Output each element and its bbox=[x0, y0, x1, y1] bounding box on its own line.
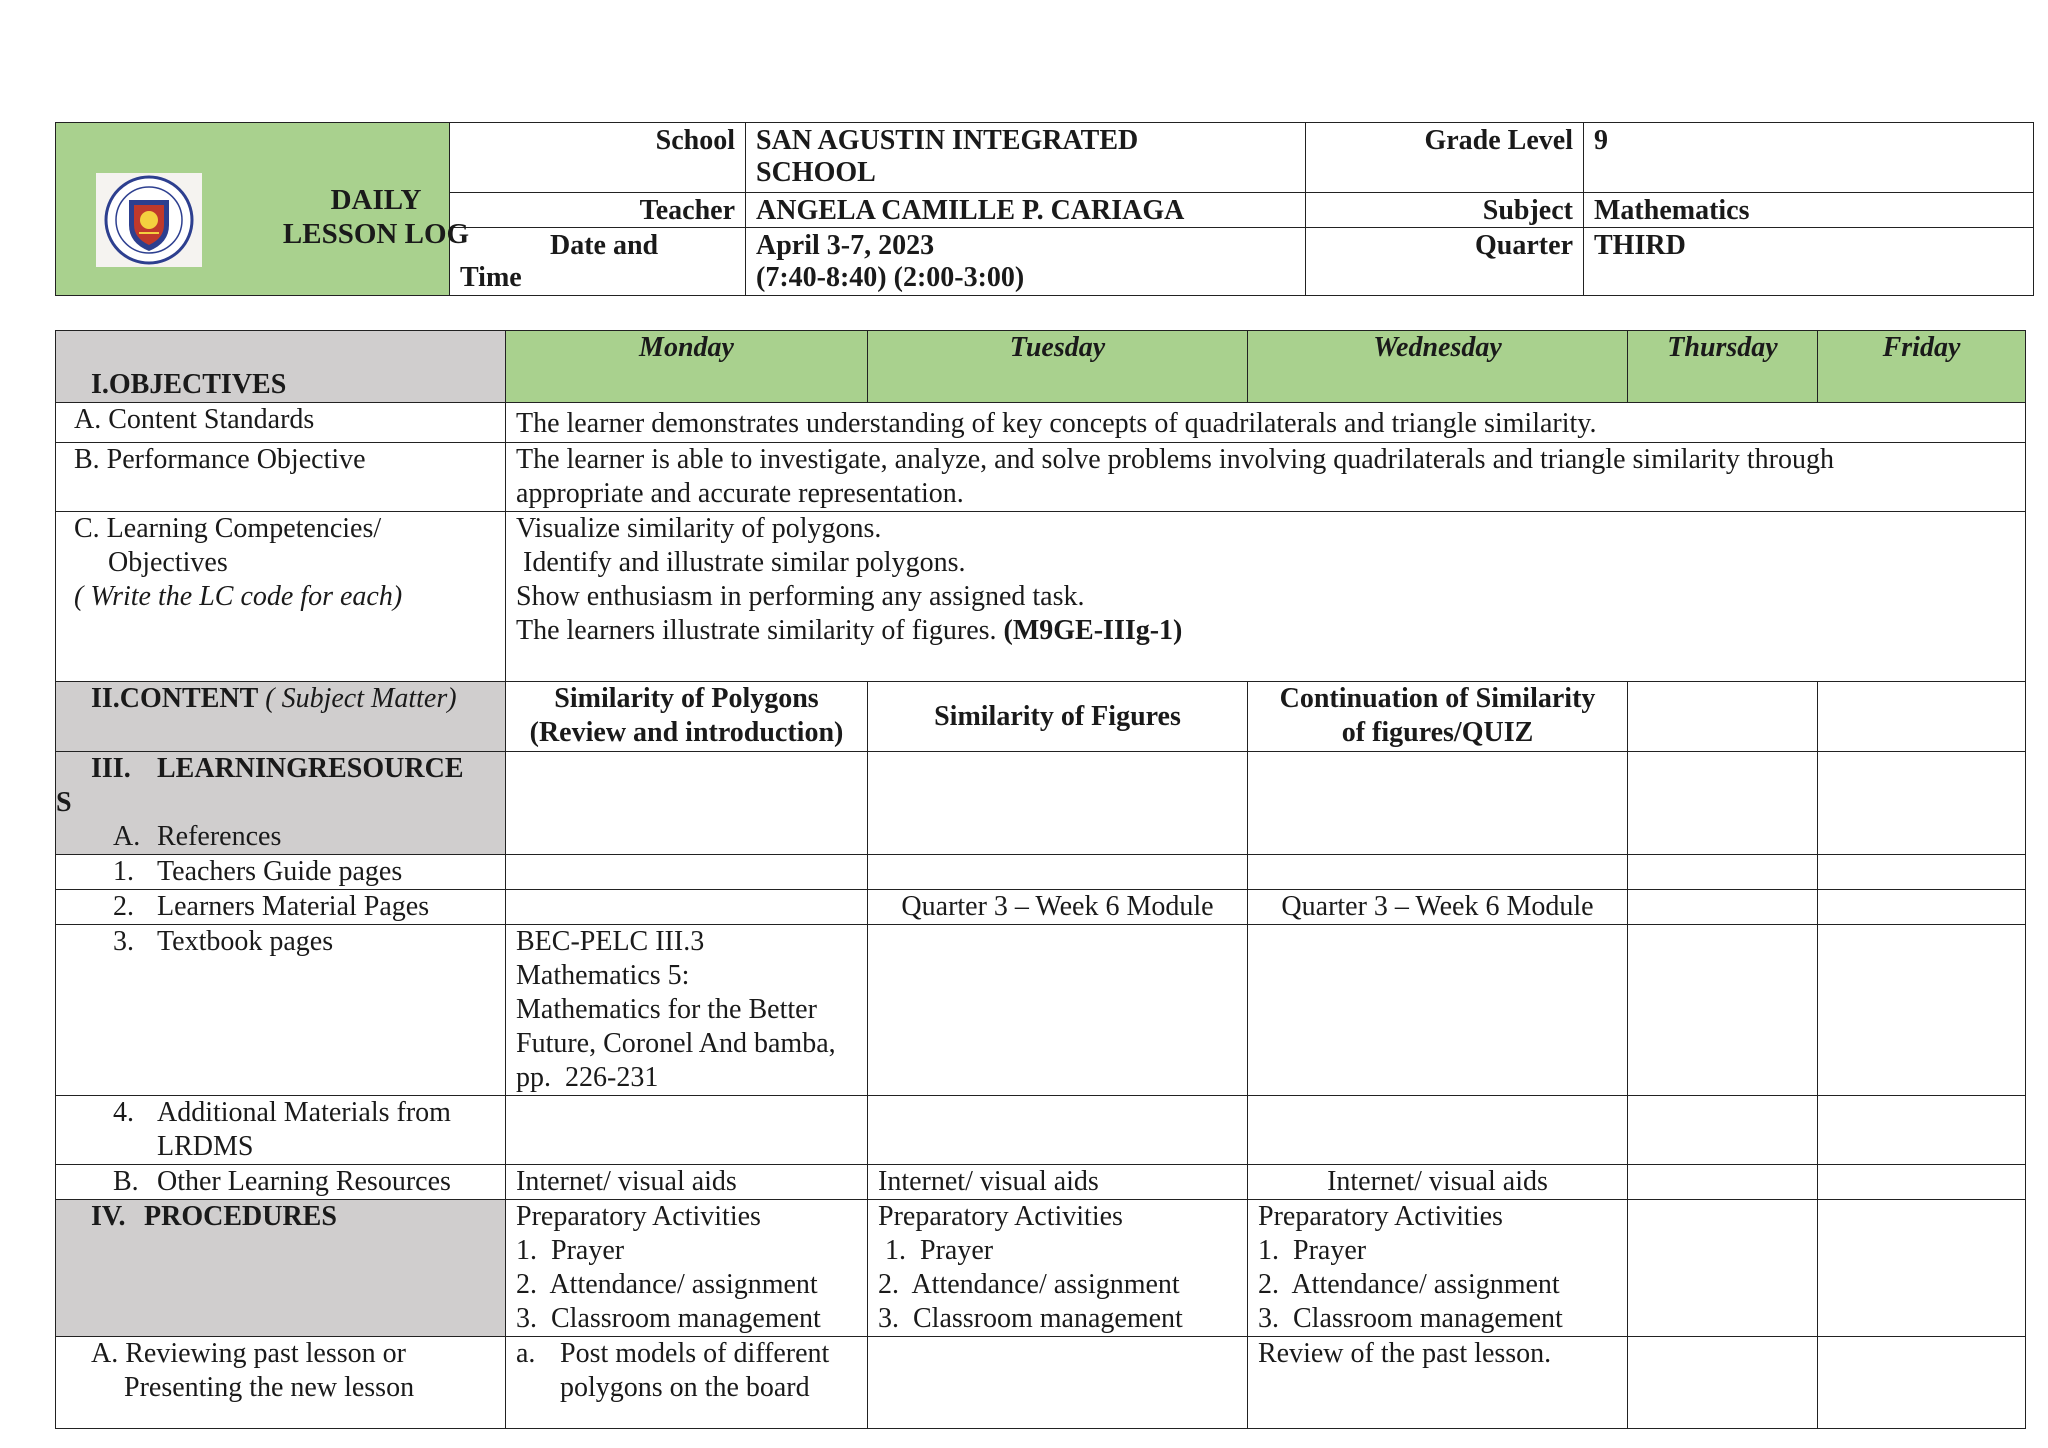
resources-wednesday bbox=[1248, 752, 1628, 855]
lm-text: Learners Material Pages bbox=[157, 891, 430, 922]
prep-title: Preparatory Activities bbox=[516, 1201, 761, 1232]
resources-friday bbox=[1818, 752, 2026, 855]
date-label-line-1: Date and bbox=[550, 230, 659, 261]
prep-item: 3. Classroom management bbox=[1258, 1303, 1563, 1334]
objectives-heading bbox=[56, 331, 506, 403]
other-resources-label bbox=[56, 1165, 506, 1200]
references-num: A. bbox=[113, 821, 141, 852]
content-monday-line-1: Similarity of Polygons bbox=[554, 683, 819, 714]
day-header-tuesday: Tuesday bbox=[868, 331, 1248, 403]
content-tuesday: Similarity of Figures bbox=[868, 682, 1248, 752]
document-title bbox=[226, 183, 526, 251]
date-time-value bbox=[746, 228, 1306, 296]
resources-heading-num: III. bbox=[91, 753, 131, 784]
content-wednesday-line-1: Continuation of Similarity bbox=[1279, 683, 1596, 714]
tb-monday-line: BEC-PELC III.3 bbox=[516, 926, 705, 957]
learning-competencies-value bbox=[506, 512, 2026, 682]
procedures-friday bbox=[1818, 1200, 2026, 1337]
objectives-heading-num: I. bbox=[91, 369, 109, 400]
textbook-label bbox=[56, 925, 506, 1096]
lm-thursday bbox=[1628, 890, 1818, 925]
review-monday-text: Post models of different bbox=[560, 1338, 830, 1369]
content-monday bbox=[506, 682, 868, 752]
review-monday-line-1 bbox=[516, 1337, 857, 1371]
performance-line-1: The learner is able to investigate, analyze, and solve problems involving quadrilaterals and triangle similarity through bbox=[516, 444, 1834, 475]
title-line-1: DAILY bbox=[330, 184, 422, 216]
competency-item: Show enthusiasm in performing any assigned task. bbox=[516, 581, 1085, 612]
grade-level-label: Grade Level bbox=[1306, 123, 1584, 193]
competency-item: Identify and illustrate similar polygons. bbox=[516, 547, 966, 578]
tg-thursday bbox=[1628, 855, 1818, 890]
competency-item: Visualize similarity of polygons. bbox=[516, 513, 882, 544]
prep-item: 2. Attendance/ assignment bbox=[878, 1269, 1180, 1300]
tb-tuesday bbox=[868, 925, 1248, 1096]
lm-num: 2. bbox=[113, 891, 134, 922]
tb-monday-line: Future, Coronel And bamba, bbox=[516, 1028, 836, 1059]
prep-item: 3. Classroom management bbox=[516, 1303, 821, 1334]
seal-icon bbox=[102, 175, 196, 265]
tb-thursday bbox=[1628, 925, 1818, 1096]
review-monday bbox=[506, 1337, 868, 1429]
lm-tuesday: Quarter 3 – Week 6 Module bbox=[868, 890, 1248, 925]
review-friday bbox=[1818, 1337, 2026, 1429]
quarter-value: THIRD bbox=[1584, 228, 2034, 296]
performance-objective-value bbox=[506, 443, 2026, 512]
competencies-label-line-2: Objectives bbox=[108, 547, 228, 578]
am-thursday bbox=[1628, 1096, 1818, 1165]
tb-monday-line: pp. 226-231 bbox=[516, 1062, 659, 1093]
review-tuesday bbox=[868, 1337, 1248, 1429]
school-line-2: SCHOOL bbox=[756, 157, 876, 188]
resources-heading-text: LEARNINGRESOURCE bbox=[157, 753, 464, 784]
subject-value: Mathematics bbox=[1584, 193, 2034, 228]
procedures-tuesday bbox=[868, 1200, 1248, 1337]
tb-monday bbox=[506, 925, 868, 1096]
tb-friday bbox=[1818, 925, 2026, 1096]
prep-item: 3. Classroom management bbox=[878, 1303, 1183, 1334]
resources-heading-line-2: S bbox=[56, 787, 72, 818]
prep-item: 1. Prayer bbox=[1258, 1235, 1367, 1266]
review-label-line-1: A. Reviewing past lesson or bbox=[91, 1338, 406, 1369]
tg-text: Teachers Guide pages bbox=[157, 856, 403, 887]
tg-tuesday bbox=[868, 855, 1248, 890]
am-monday bbox=[506, 1096, 868, 1165]
lm-monday bbox=[506, 890, 868, 925]
olr-friday bbox=[1818, 1165, 2026, 1200]
tg-wednesday bbox=[1248, 855, 1628, 890]
teachers-guide-label bbox=[56, 855, 506, 890]
quarter-label: Quarter bbox=[1306, 228, 1584, 296]
tb-text: Textbook pages bbox=[157, 926, 334, 957]
content-thursday bbox=[1628, 682, 1818, 752]
tb-monday-line: Mathematics for the Better bbox=[516, 994, 817, 1025]
procedures-thursday bbox=[1628, 1200, 1818, 1337]
resources-heading-line-1 bbox=[56, 752, 495, 786]
logo-title-cell bbox=[56, 123, 470, 296]
prep-item: 2. Attendance/ assignment bbox=[1258, 1269, 1560, 1300]
competencies-label-note: ( Write the LC code for each) bbox=[74, 581, 403, 612]
resources-monday bbox=[506, 752, 868, 855]
olr-num: B. bbox=[113, 1166, 139, 1197]
content-wednesday bbox=[1248, 682, 1628, 752]
learning-resources-heading bbox=[56, 752, 506, 855]
review-wednesday: Review of the past lesson. bbox=[1248, 1337, 1628, 1429]
am-line-2: LRDMS bbox=[157, 1131, 254, 1162]
content-heading-note: ( Subject Matter) bbox=[258, 683, 457, 714]
am-line-1 bbox=[113, 1096, 495, 1130]
procedures-wednesday bbox=[1248, 1200, 1628, 1337]
references-text: References bbox=[157, 821, 282, 852]
teacher-label: Teacher bbox=[450, 193, 746, 228]
lesson-log-table bbox=[55, 330, 2026, 1429]
olr-monday: Internet/ visual aids bbox=[506, 1165, 868, 1200]
olr-wednesday: Internet/ visual aids bbox=[1248, 1165, 1628, 1200]
school-value bbox=[746, 123, 1306, 193]
header-table bbox=[55, 122, 2034, 296]
content-monday-line-2: (Review and introduction) bbox=[529, 717, 844, 748]
competency-last-text: The learners illustrate similarity of figures. bbox=[516, 615, 1004, 646]
am-num: 4. bbox=[113, 1097, 134, 1128]
tb-wednesday bbox=[1248, 925, 1628, 1096]
performance-line-2: appropriate and accurate representation. bbox=[516, 478, 964, 509]
prep-item: 1. Prayer bbox=[878, 1235, 994, 1266]
competency-code: (M9GE-IIIg-1) bbox=[1003, 615, 1183, 646]
review-monday-line-2: polygons on the board bbox=[560, 1372, 810, 1403]
content-wednesday-line-2: of figures/QUIZ bbox=[1341, 717, 1534, 748]
procedures-heading-text: PROCEDURES bbox=[144, 1201, 337, 1232]
am-text: Additional Materials from bbox=[157, 1097, 451, 1128]
title-line-2: LESSON LOG bbox=[282, 218, 470, 250]
procedures-heading-num: IV. bbox=[91, 1201, 126, 1232]
day-header-friday: Friday bbox=[1818, 331, 2026, 403]
date-line-1: April 3-7, 2023 bbox=[756, 230, 935, 261]
am-tuesday bbox=[868, 1096, 1248, 1165]
content-heading-text: II.CONTENT bbox=[91, 683, 259, 714]
prep-item: 2. Attendance/ assignment bbox=[516, 1269, 818, 1300]
prep-title: Preparatory Activities bbox=[878, 1201, 1123, 1232]
procedures-monday bbox=[506, 1200, 868, 1337]
references-label bbox=[56, 820, 495, 854]
content-heading bbox=[56, 682, 506, 752]
content-standards-value: The learner demonstrates understanding of key concepts of quadrilaterals and triangle similarity. bbox=[506, 403, 2026, 443]
tg-friday bbox=[1818, 855, 2026, 890]
performance-objective-label: B. Performance Objective bbox=[56, 443, 506, 512]
resources-tuesday bbox=[868, 752, 1248, 855]
resources-thursday bbox=[1628, 752, 1818, 855]
day-header-monday: Monday bbox=[506, 331, 868, 403]
reviewing-lesson-label bbox=[56, 1337, 506, 1429]
procedures-heading bbox=[56, 1200, 506, 1337]
subject-label: Subject bbox=[1306, 193, 1584, 228]
additional-materials-label bbox=[56, 1096, 506, 1165]
learners-material-label bbox=[56, 890, 506, 925]
olr-tuesday: Internet/ visual aids bbox=[868, 1165, 1248, 1200]
competencies-label-line-1: C. Learning Competencies/ bbox=[74, 513, 382, 544]
school-label: School bbox=[450, 123, 746, 193]
date-label-line-2: Time bbox=[460, 262, 522, 293]
am-friday bbox=[1818, 1096, 2026, 1165]
olr-text: Other Learning Resources bbox=[157, 1166, 451, 1197]
grade-level-value: 9 bbox=[1584, 123, 2034, 193]
review-thursday bbox=[1628, 1337, 1818, 1429]
tg-num: 1. bbox=[113, 856, 134, 887]
content-friday bbox=[1818, 682, 2026, 752]
day-header-thursday: Thursday bbox=[1628, 331, 1818, 403]
prep-item: 1. Prayer bbox=[516, 1235, 625, 1266]
school-line-1: SAN AGUSTIN INTEGRATED bbox=[756, 125, 1139, 156]
content-standards-label: A. Content Standards bbox=[56, 403, 506, 443]
lm-wednesday: Quarter 3 – Week 6 Module bbox=[1248, 890, 1628, 925]
tg-monday bbox=[506, 855, 868, 890]
am-wednesday bbox=[1248, 1096, 1628, 1165]
learning-competencies-label bbox=[56, 512, 506, 682]
review-label-line-2: Presenting the new lesson bbox=[124, 1372, 415, 1403]
olr-thursday bbox=[1628, 1165, 1818, 1200]
tb-monday-line: Mathematics 5: bbox=[516, 960, 690, 991]
review-monday-num: a. bbox=[516, 1338, 536, 1369]
objectives-heading-text: OBJECTIVES bbox=[108, 369, 287, 400]
date-line-2: (7:40-8:40) (2:00-3:00) bbox=[756, 262, 1025, 293]
lm-friday bbox=[1818, 890, 2026, 925]
prep-title: Preparatory Activities bbox=[1258, 1201, 1503, 1232]
day-header-wednesday: Wednesday bbox=[1248, 331, 1628, 403]
deped-seal-logo bbox=[96, 173, 202, 267]
teacher-value: ANGELA CAMILLE P. CARIAGA bbox=[746, 193, 1306, 228]
tb-num: 3. bbox=[113, 926, 134, 957]
competency-item-last bbox=[516, 614, 2015, 648]
